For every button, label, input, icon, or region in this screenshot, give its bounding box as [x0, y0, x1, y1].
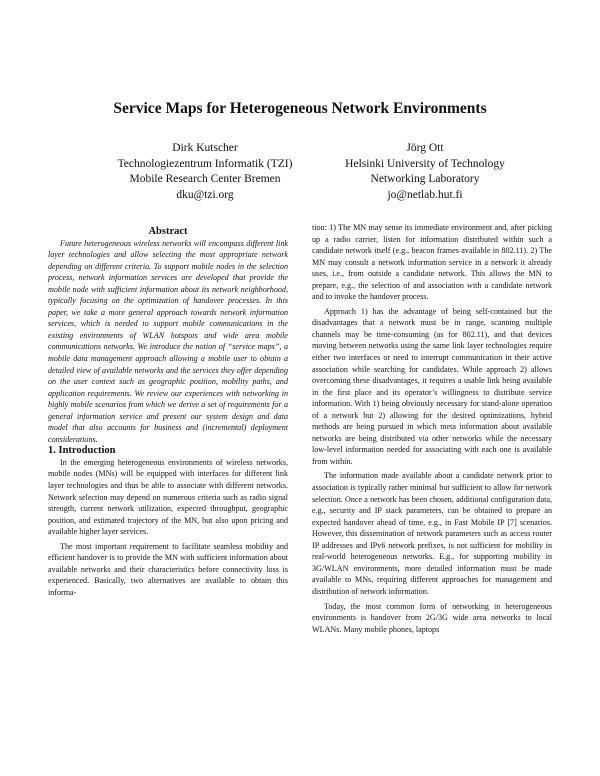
- right-column: [312, 222, 552, 635]
- body-paragraph: In the emerging heterogeneous environments of wireless networks, mobile nodes (MNs) will be equipped with interfaces for different link layer technologies and thus be able to associate with different networks. Network selection may depend on numerous criteria such as radio signal strength, current network utilization, expected throughput, geographic position, and estimated trajectory of the MN, but also upon pricing and available higher layer services.: [48, 457, 288, 537]
- author-name: Dirk Kutscher: [172, 142, 238, 154]
- body-paragraph: Today, the most common form of networking in heterogeneous environments is handover from 2G/3G wide area networks to local WLANs. Many mobile phones, laptops: [312, 601, 552, 634]
- body-paragraph: The most important requirement to facilitate seamless mobility and efficient handover is to provide the MN with sufficient information about available networks and their characteristics before connectivity loss is experienced. Basically, two alternatives are available to obtain this informa-: [48, 541, 288, 597]
- body-paragraph: The information made available about a candidate network prior to association is typically rather minimal but sufficient to allow for network selection. Once a network has been chosen, additional configuration data, e.g., security and IP stack parameters, can be obtained to prepare an expected handover ahead of time, e.g., in Fast Mobile IP [7] scenarios. However, this dissemination of network parameters such as access router IP addresses and IPv6 network prefixes, is not sufficient for mobility in real-world heterogeneous networks. E.g., for supporting mobility in 3G/WLAN environments, more detailed information must be made available to MNs, requiring different approaches for management and distribution of network information.: [312, 471, 552, 596]
- author-affiliation: Technologiezentrum Informatik (TZI): [117, 157, 293, 170]
- body-paragraph: Approach 1) has the advantage of being self-contained but the disadvantages that a network must be in range, scanning multiple channels may be time-consuming (as for 802.11), and that devices moving between networks using the same link layer technologies require either two interfaces or need to interrupt communication in their active association while searching for candidates. While approach 2) allows overcoming these disadvantages, it requires a usable link being available in the first place and its operator’s willingness to distribute service information. With 1) being obviously necessary for stand-alone operation of a network but 2) allowing for the desired optimizations, hybrid methods are being pursued in which meta information about available networks are being distributed via other networks while the necessary low-level information needed for associating with each one is available from within.: [312, 306, 552, 466]
- section-heading-introduction: 1. Introduction: [48, 445, 116, 457]
- author-email: jo@netlab.hut.fi: [387, 188, 463, 201]
- paper-title: Service Maps for Heterogeneous Network Environments: [113, 100, 487, 117]
- author-name: Jörg Ott: [406, 142, 444, 154]
- left-column: [48, 226, 288, 599]
- author-affiliation: Helsinki University of Technology: [345, 157, 505, 170]
- author-organization: Mobile Research Center Bremen: [129, 173, 281, 185]
- author-block-2: [315, 141, 535, 203]
- abstract-text: Future heterogeneous wireless networks will encompass different link layer technologies and allow selecting the most appropriate network depending on different criteria. To support mobile nodes in the selection process, network information services are developed that provide the mobile node with sufficient information about its network neighborhood, typically focusing on the optimization of handover processes. In this paper, we take a more general approach towards network information services, which is needed to support mobile communications in the existing environments of WLAN hotspots and wide area mobile communications networks. We introduce the notion of “service maps”, a mobile data management approach allowing a mobile user to obtain a detailed view of available networks and the services they offer depending on the user context such as geographic position, mobility paths, and application requirements. We review our experiences with networking in highly mobile scenarios from which we derive a set of requirements for a general information service and present our system design and data model that also accounts for business and (incremental) deployment considerations.: [48, 238, 288, 444]
- abstract-heading: Abstract: [148, 226, 188, 237]
- author-block-1: [95, 141, 315, 203]
- author-organization: Networking Laboratory: [370, 173, 480, 185]
- body-paragraph: tion: 1) The MN may sense its immediate environment and, after picking up a radio carrier, listen for information distributed within such a candidate network itself (e.g., beacon frames available in 802.11). 2) The MN may consult a network information service in a network it already uses, i.e., from outside a candidate network. This allows the MN to prepare, e.g., the selection of and association with a candidate network and to invoke the handover process.: [312, 223, 552, 302]
- author-email: dku@tzi.org: [176, 188, 234, 201]
